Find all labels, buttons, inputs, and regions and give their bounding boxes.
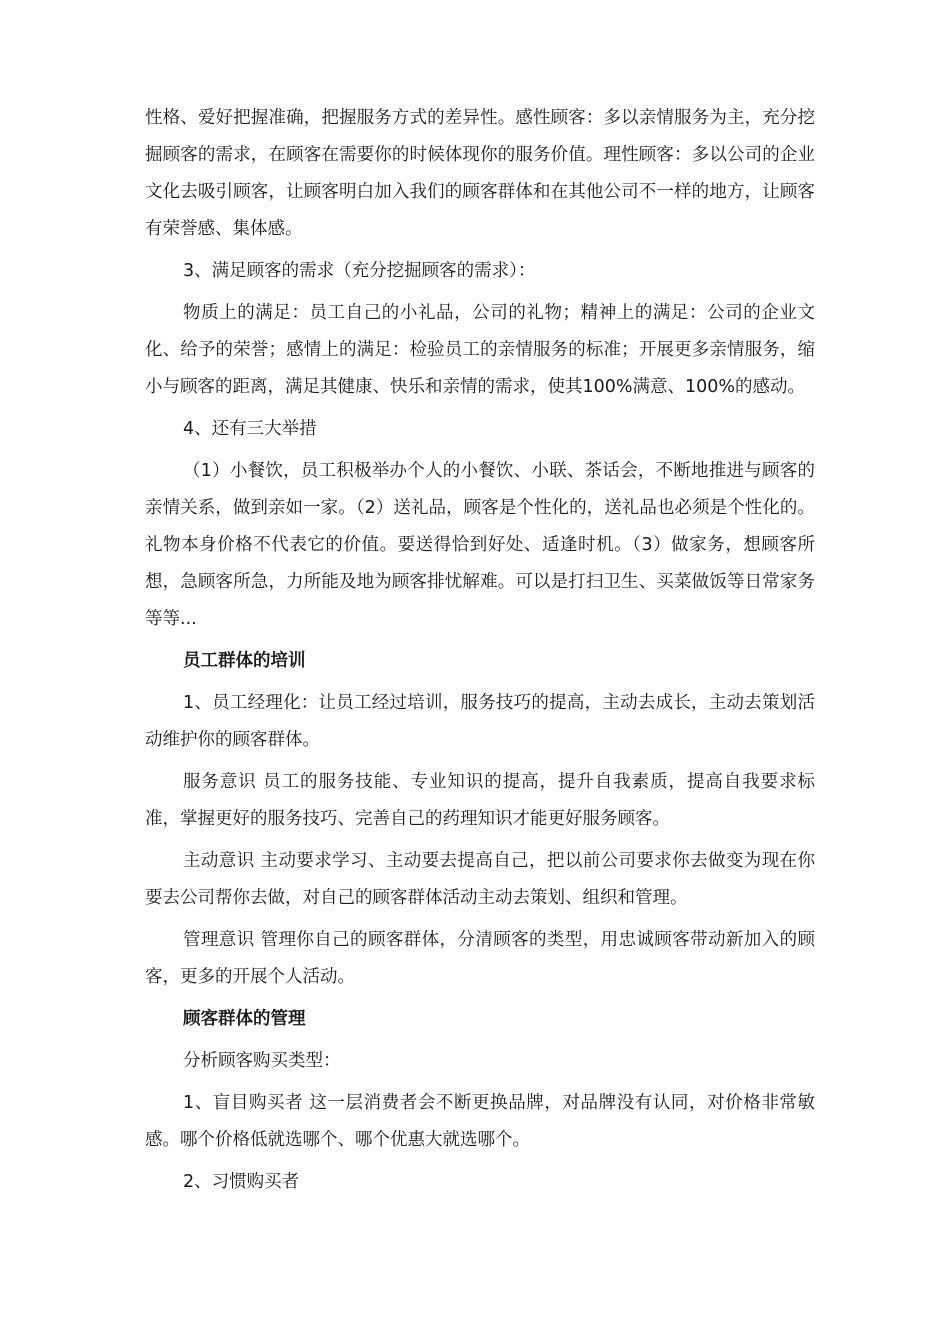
paragraph: 主动意识 主动要求学习、主动要去提高自己，把以前公司要求你去做变为现在你要去公司帮你去做，对自己的顾客群体活动主动去策划、组织和管理。: [145, 851, 815, 908]
paragraph: 物质上的满足：员工自己的小礼品，公司的礼物；精神上的满足：公司的企业文化、给予的荣誉；感情上的满足：检验员工的亲情服务的标准；开展更多亲情服务，缩小与顾客的距离，满足其健康、快乐和亲情的需求，使其100%满意、100%的感动。: [145, 303, 815, 397]
paragraph: 服务意识 员工的服务技能、专业知识的提高，提升自我素质，提高自我要求标准，掌握更好的服务技巧、完善自己的药理知识才能更好服务顾客。: [145, 772, 815, 829]
paragraph: 分析顾客购买类型：: [183, 1051, 341, 1071]
section-heading: 员工群体的培训: [183, 651, 306, 671]
paragraph: 性格、爱好把握准确，把握服务方式的差异性。感性顾客：多以亲情服务为主，充分挖掘顾客的需求，在顾客在需要你的时候体现你的服务价值。理性顾客：多以公司的企业文化去吸引顾客，让顾客明白加入我们的顾客群体和在其他公司不一样的地方，让顾客有荣誉感、集体感。: [145, 108, 815, 239]
list-item-heading: 4、还有三大举措: [183, 419, 317, 439]
paragraph: （1）小餐饮，员工积极举办个人的小餐饮、小联、茶话会，不断地推进与顾客的亲情关系，做到亲如一家。（2）送礼品，顾客是个性化的，送礼品也必须是个性化的。礼物本身价格不代表它的价值。要送得恰到好处、适逢时机。（3）做家务，想顾客所想，急顾客所急，力所能及地为顾客排忧解难。可以是打扫卫生、买菜做饭等日常家务等等...: [145, 461, 815, 629]
list-item-heading: 2、习惯购买者: [183, 1172, 300, 1192]
document-body: [145, 100, 815, 1206]
paragraph: 1、盲目购买者 这一层消费者会不断更换品牌，对品牌没有认同，对价格非常敏感。哪个价格低就选哪个、哪个优惠大就选哪个。: [145, 1093, 815, 1150]
list-item-heading: 3、满足顾客的需求（充分挖掘顾客的需求）：: [183, 261, 536, 281]
paragraph: 管理意识 管理你自己的顾客群体，分清顾客的类型，用忠诚顾客带动新加入的顾客，更多的开展个人活动。: [145, 930, 815, 987]
section-heading: 顾客群体的管理: [183, 1009, 306, 1029]
paragraph: 1、员工经理化：让员工经过培训，服务技巧的提高，主动去成长，主动去策划活动维护你的顾客群体。: [145, 693, 815, 750]
